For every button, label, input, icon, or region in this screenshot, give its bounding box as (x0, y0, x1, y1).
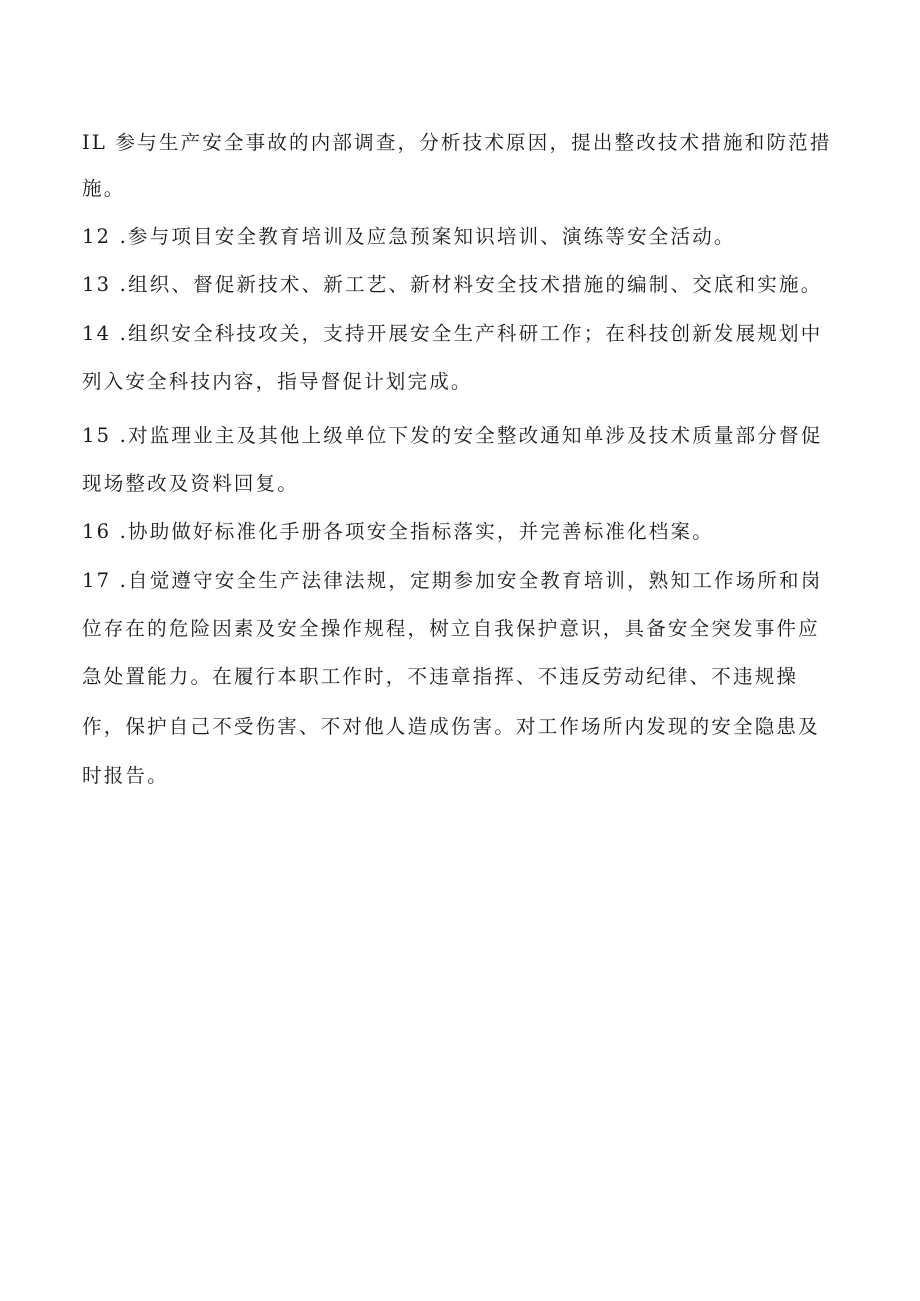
list-item-line: 作，保护自己不受伤害、不对他人造成伤害。对工作场所内发现的安全隐患及 (82, 715, 820, 738)
list-item-line: 现场整改及资料回复。 (82, 472, 300, 495)
list-item-line: 13 .组织、督促新技术、新工艺、新材料安全技术措施的编制、交底和实施。 (82, 273, 823, 296)
list-item-line: 位存在的危险因素及安全操作规程，树立自我保护意识，具备安全突发事件应 (82, 617, 820, 640)
list-item-line: 16 .协助做好标准化手册各项安全指标落实，并完善标准化档案。 (82, 520, 714, 543)
list-item-line: 17 .自觉遵守安全生产法律法规，定期参加安全教育培训，熟知工作场所和岗 (82, 569, 823, 592)
list-item-line: 14 .组织安全科技攻关，支持开展安全生产科研工作；在科技创新发展规划中 (82, 322, 823, 345)
list-item-line: 急处置能力。在履行本职工作时，不违章指挥、不违反劳动纪律、不违规操 (82, 665, 799, 688)
list-item-line: 12 .参与项目安全教育培训及应急预案知识培训、演练等安全活动。 (82, 225, 736, 248)
list-item-line: 列入安全科技内容，指导督促计划完成。 (82, 370, 473, 393)
list-item-line: 时报告。 (82, 764, 169, 787)
list-item-line: 15 .对监理业主及其他上级单位下发的安全整改通知单涉及技术质量部分督促 (82, 424, 823, 447)
list-item-line: IL 参与生产安全事故的内部调查，分析技术原因，提出整改技术措施和防范措 (82, 131, 832, 154)
list-item-line: 施。 (82, 177, 126, 200)
